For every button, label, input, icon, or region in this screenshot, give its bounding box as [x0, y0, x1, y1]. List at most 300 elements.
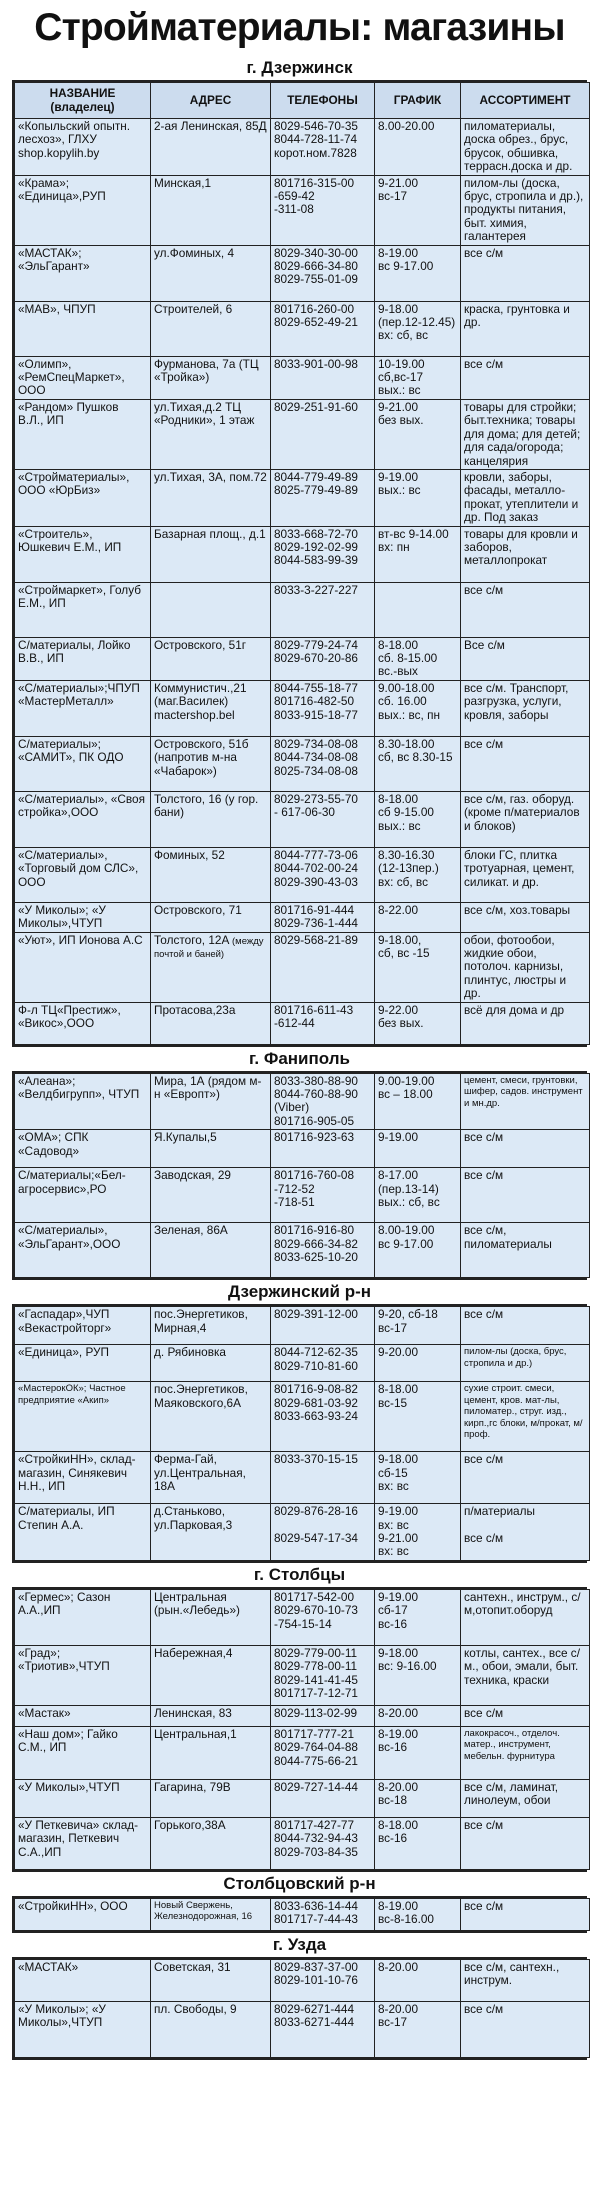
store-name-cell [15, 356, 151, 399]
schedule-text: 9-19.00 вых.: вс [378, 469, 421, 498]
address-text: Зеленая, 86А [154, 1223, 228, 1238]
store-name-text: «У Петкевича» склад-магазин, Петкевич С.А.,ИП [18, 1817, 139, 1859]
phones-text: 8029-779-00-11 8029-778-00-11 8029-141-41-45 801717-7-12-71 [274, 1645, 358, 1701]
phones-text: 8033-370-15-15 [274, 1452, 358, 1467]
phones-cell [271, 582, 375, 637]
section-uzda [12, 1933, 587, 2060]
phones-cell [271, 1959, 375, 2001]
store-name-text: «С/материалы»;ЧПУП «МастерМеталл» [18, 680, 140, 709]
table-row [15, 1645, 590, 1705]
address-text: Минская,1 [154, 175, 212, 190]
address-text: ул.Фоминых, 4 [154, 245, 235, 260]
phones-cell [271, 1345, 375, 1382]
assortment-cell [461, 1504, 590, 1561]
address-cell [151, 932, 271, 1002]
store-name-cell [15, 2001, 151, 2057]
phones-text: 801716-9-08-82 8029-681-03-92 8033-663-93-24 [274, 1382, 358, 1424]
store-name-text: Ф-л ТЦ«Престиж», «Викос»,ООО [18, 1002, 121, 1030]
store-name-cell [15, 1452, 151, 1504]
schedule-text: 9-19.00 сб-17 вс-16 [378, 1589, 419, 1631]
store-name-cell [15, 1223, 151, 1278]
schedule-text: 9-21.00 без вых. [378, 399, 424, 428]
address-text: Мира, 1А (рядом м-н «Европт») [154, 1073, 262, 1101]
table-row [15, 301, 590, 356]
store-name-text: «Мастак» [18, 1705, 71, 1720]
schedule-text: 9-19.00 [378, 1130, 419, 1145]
assortment-text: Все с/м [464, 637, 505, 652]
store-name-cell [15, 1645, 151, 1705]
schedule-text: 8-18.00 вс-15 [378, 1382, 419, 1410]
city-heading: г. Дзержинск [246, 58, 353, 77]
phones-cell [271, 1452, 375, 1504]
store-name-cell [15, 847, 151, 902]
schedule-text: 8-18.00 сб. 8-15.00 вс.-вых [378, 637, 438, 679]
store-name-text: «Град»; «Триотив»,ЧТУП [18, 1645, 110, 1674]
address-text: Островского, 51б (напротив м-на «Чабарок») [154, 736, 249, 778]
schedule-cell [375, 1307, 461, 1345]
store-name-text: С/материалы;«Бел-агросервис»,РО [18, 1168, 126, 1196]
store-name-cell [15, 245, 151, 301]
phones-text: 801716-91-444 8029-736-1-444 [274, 902, 358, 931]
phones-text: 8029-6271-444 8033-6271-444 [274, 2001, 355, 2030]
assortment-cell [461, 1345, 590, 1382]
city-heading: Столбцовский р-н [223, 1873, 376, 1893]
phones-cell [271, 301, 375, 356]
assortment-text: все с/м [464, 582, 504, 597]
table-frame [12, 1957, 587, 2060]
assortment-text: краска, грунтовка и др. [464, 301, 570, 330]
assortment-cell [461, 680, 590, 736]
phones-cell [271, 1307, 375, 1345]
schedule-cell [375, 301, 461, 356]
assortment-cell [461, 1307, 590, 1345]
address-text: д. Рябиновка [154, 1345, 226, 1360]
assortment-text: пилом-лы (доска, брус, стропила и др.) [464, 1346, 567, 1369]
store-name-text: «Копыльский опытн. лесхоз», ГЛХУ shop.kopylih.by [18, 119, 131, 160]
table-row [15, 469, 590, 526]
table-body [15, 1898, 590, 1930]
assortment-cell [461, 526, 590, 582]
address-text: Центральная (рын.«Лебедь») [154, 1589, 240, 1618]
phones-cell [271, 1223, 375, 1278]
store-name-cell [15, 399, 151, 469]
assortment-text: пилом-лы (доска, брус, стропила и др.), продукты питания, быт. химия, галантерея [464, 175, 584, 244]
assortment-text: все с/м, пиломатериалы [464, 1223, 552, 1251]
phones-text: 801716-611-43 -612-44 [274, 1002, 354, 1030]
assortment-text: цемент, смеси, грунтовки, шифер, садов. инструмент и мн.др. [464, 1074, 583, 1109]
table-row [15, 1817, 590, 1869]
table-row [15, 736, 590, 791]
table-body [15, 119, 590, 1045]
schedule-cell [375, 1382, 461, 1452]
address-text: ул.Тихая, 3А, пом.72 [154, 469, 267, 484]
address-cell [151, 1168, 271, 1223]
assortment-cell [461, 1959, 590, 2001]
city-heading: г. Столбцы [253, 1564, 346, 1584]
table-row [15, 1589, 590, 1645]
table-row [15, 1345, 590, 1382]
column-header-phones: ТЕЛЕФОНЫ [271, 83, 375, 119]
address-cell [151, 1382, 271, 1452]
schedule-cell [375, 399, 461, 469]
schedule-text: 9-18.00 вс: 9-16.00 [378, 1645, 437, 1674]
phones-text: 8044-777-73-06 8044-702-00-24 8029-390-43-03 [274, 847, 358, 889]
store-name-cell [15, 1705, 151, 1726]
store-name-cell [15, 301, 151, 356]
section-dzerzhinsky-district [12, 1280, 587, 1563]
store-name-cell [15, 637, 151, 680]
address-cell [151, 119, 271, 176]
phones-text: 8029-876-28-16 8029-547-17-34 [274, 1504, 358, 1546]
city-heading: Дзержинский р-н [227, 1282, 372, 1302]
schedule-text: 9-19.00 вх: вс 9-21.00 вх: вс [378, 1504, 419, 1559]
phones-text: 8033-636-14-44 801717-7-44-43 [274, 1898, 358, 1927]
phones-cell [271, 175, 375, 245]
section-stolbtsy [12, 1563, 587, 1872]
store-name-cell [15, 1130, 151, 1168]
schedule-cell [375, 1645, 461, 1705]
table-row [15, 119, 590, 176]
store-name-cell [15, 1817, 151, 1869]
store-name-text: «У Миколы»,ЧТУП [18, 1779, 120, 1794]
assortment-text: кровли, заборы, фасады, металло-прокат, утеплители и др. Под заказ [464, 469, 579, 525]
store-name-text: «МАСТАК»; «ЭльГарант» [18, 245, 90, 274]
store-name-text: «МастерокОК»; Частное предприятие «Акип» [18, 1383, 126, 1406]
phones-cell [271, 469, 375, 526]
schedule-cell [375, 119, 461, 176]
phones-text: 8044-712-62-35 8029-710-81-60 [274, 1345, 358, 1373]
phones-cell [271, 356, 375, 399]
address-text: Горького,38А [154, 1817, 226, 1832]
table-frame [12, 1896, 587, 1933]
schedule-cell [375, 902, 461, 932]
table-body [15, 1073, 590, 1278]
store-name-cell [15, 680, 151, 736]
assortment-text: все с/м [464, 1130, 504, 1145]
schedule-cell [375, 1705, 461, 1726]
table-frame [12, 1071, 587, 1281]
phones-text: 8033-3-227-227 [274, 582, 358, 597]
phones-text: 8029-391-12-00 [274, 1307, 358, 1322]
store-name-cell [15, 791, 151, 847]
phones-cell [271, 1705, 375, 1726]
table-body [15, 1307, 590, 1561]
address-cell [151, 1130, 271, 1168]
store-name-cell [15, 1779, 151, 1817]
address-cell [151, 1898, 271, 1930]
column-header-assortment: АССОРТИМЕНТ [461, 83, 590, 119]
phones-text: 8029-546-70-35 8044-728-11-74 корот.ном.7828 [274, 119, 358, 160]
schedule-text: 9-21.00 вс-17 [378, 175, 419, 204]
phones-cell [271, 847, 375, 902]
assortment-cell [461, 1168, 590, 1223]
table-row [15, 1779, 590, 1817]
schedule-cell [375, 469, 461, 526]
schedule-cell [375, 356, 461, 399]
address-cell [151, 791, 271, 847]
store-name-text: «С/материалы», «Торговый дом СЛС», ООО [18, 847, 139, 889]
address-cell [151, 1959, 271, 2001]
address-cell [151, 1726, 271, 1779]
schedule-text: 8-20.00 [378, 1705, 419, 1720]
table-body [15, 1589, 590, 1869]
phones-text: 801717-542-00 8029-670-10-73 -754-15-14 [274, 1589, 358, 1631]
schedule-text: вт-вс 9-14.00 вх: пн [378, 526, 449, 554]
store-name-cell [15, 932, 151, 1002]
section-dzerzhinsk [12, 56, 587, 1047]
address-cell [151, 399, 271, 469]
address-cell [151, 1002, 271, 1044]
schedule-text: 8.00-20.00 [378, 119, 435, 133]
table-row [15, 2001, 590, 2057]
schedule-cell [375, 526, 461, 582]
store-name-text: «Алеана»; «Велдбигрупп», ЧТУП [18, 1073, 140, 1101]
store-name-text: «Гаспадар»,ЧУП «Векастройторг» [18, 1307, 112, 1335]
schedule-text: 8.00-19.00 вс 9-17.00 [378, 1223, 435, 1251]
assortment-cell [461, 847, 590, 902]
phones-text: 801716-760-08 -712-52 -718-51 [274, 1168, 355, 1210]
assortment-cell [461, 637, 590, 680]
schedule-cell [375, 245, 461, 301]
column-header-schedule: ГРАФИК [375, 83, 461, 119]
schedule-cell [375, 1504, 461, 1561]
assortment-cell [461, 1726, 590, 1779]
table-row [15, 1504, 590, 1561]
phones-cell [271, 1726, 375, 1779]
address-text: Строителей, 6 [154, 301, 233, 316]
schedule-cell [375, 1452, 461, 1504]
schedule-text: 8-19.00 вс 9-17.00 [378, 245, 434, 274]
schedule-text: 8-22.00 [378, 902, 419, 917]
assortment-text: все с/м [464, 245, 504, 260]
schedule-cell [375, 1726, 461, 1779]
phones-cell [271, 1002, 375, 1044]
phones-cell [271, 1589, 375, 1645]
schedule-cell [375, 1073, 461, 1130]
schedule-text: 8-19.00 вс-8-16.00 [378, 1898, 434, 1927]
address-text: д.Станьково, ул.Парковая,3 [154, 1504, 233, 1532]
schedule-cell [375, 1959, 461, 2001]
address-cell [151, 1705, 271, 1726]
store-name-cell [15, 736, 151, 791]
store-name-cell [15, 1959, 151, 2001]
assortment-cell [461, 469, 590, 526]
address-text: Толстого, 16 (у гор. бани) [154, 791, 259, 820]
assortment-text: все с/м [464, 736, 504, 751]
address-text: Ленинская, 83 [154, 1705, 232, 1720]
phones-text: 8033-380-88-90 8044-760-88-90 (Viber) 801716-905-05 [274, 1073, 358, 1128]
assortment-text: все с/м [464, 356, 504, 371]
table-frame [12, 1304, 587, 1563]
table-row [15, 1382, 590, 1452]
address-text: Островского, 71 [154, 902, 242, 917]
assortment-text: все с/м [464, 1307, 504, 1322]
assortment-cell [461, 1130, 590, 1168]
assortment-text: товары для кровли и заборов, металлопрокат [464, 526, 578, 568]
store-name-text: С/материалы, ИП Степин А.А. [18, 1504, 115, 1532]
city-heading: г. Фаниполь [249, 1048, 350, 1068]
store-name-text: «У Миколы»; «У Миколы»,ЧТУП [18, 902, 106, 931]
address-cell [151, 356, 271, 399]
schedule-cell [375, 1223, 461, 1278]
address-text: Я.Купалы,5 [154, 1130, 217, 1145]
phones-text: 8044-755-18-77 801716-482-50 8033-915-18-77 [274, 680, 358, 722]
phones-cell [271, 1779, 375, 1817]
schedule-cell [375, 932, 461, 1002]
phones-text: 8029-113-02-99 [274, 1705, 358, 1720]
table-row [15, 1130, 590, 1168]
assortment-cell [461, 736, 590, 791]
assortment-cell [461, 582, 590, 637]
phones-cell [271, 680, 375, 736]
schedule-cell [375, 1898, 461, 1930]
address-text: Фурманова, 7а (ТЦ «Тройка») [154, 356, 259, 385]
schedule-text: 8-19.00 вс-16 [378, 1726, 419, 1755]
store-name-text: «Строитель», Юшкевич Е.М., ИП [18, 526, 122, 554]
phones-cell [271, 736, 375, 791]
schedule-cell [375, 175, 461, 245]
store-name-text: «С/материалы», «ЭльГарант»,ООО [18, 1223, 121, 1251]
assortment-text: пиломатериалы, доска обрез., брус, брусок, обшивка, террасн.доска и др. [464, 119, 573, 174]
phones-text: 8029-727-14-44 [274, 1779, 358, 1794]
address-text: пл. Свободы, 9 [154, 2001, 237, 2016]
table-header-row [15, 83, 590, 119]
store-name-text: «Гермес»; Сазон А.А.,ИП [18, 1589, 111, 1618]
schedule-text: 9-20, сб-18 вс-17 [378, 1307, 438, 1335]
store-name-text: «У Миколы»; «У Миколы»,ЧТУП [18, 2001, 106, 2030]
schedule-text: 9-22.00 без вых. [378, 1002, 424, 1030]
address-cell [151, 902, 271, 932]
table-row [15, 245, 590, 301]
store-name-text: «Стройматериалы», ООО «ЮрБиз» [18, 469, 130, 498]
address-cell [151, 2001, 271, 2057]
phones-cell [271, 1382, 375, 1452]
stores-table [14, 1306, 590, 1561]
address-cell [151, 1223, 271, 1278]
schedule-cell [375, 736, 461, 791]
phones-cell [271, 791, 375, 847]
assortment-cell [461, 1073, 590, 1130]
address-cell [151, 1645, 271, 1705]
phones-cell [271, 2001, 375, 2057]
phones-text: 8029-251-91-60 [274, 399, 358, 414]
assortment-cell [461, 1223, 590, 1278]
schedule-cell [375, 1168, 461, 1223]
schedule-text: 8-18.00 вс-16 [378, 1817, 419, 1846]
address-cell [151, 1589, 271, 1645]
assortment-cell [461, 1002, 590, 1044]
table-frame [12, 1587, 587, 1872]
schedule-text: 9-18.00, сб, вс -15 [378, 932, 430, 960]
store-name-text: «С/материалы», «Своя стройка»,ООО [18, 791, 145, 820]
address-text: Набережная,4 [154, 1645, 233, 1660]
schedule-text: 9.00-19.00 вс – 18.00 [378, 1073, 435, 1101]
table-row [15, 791, 590, 847]
phones-cell [271, 245, 375, 301]
schedule-cell [375, 2001, 461, 2057]
table-frame [12, 80, 587, 1047]
assortment-text: все с/м [464, 2001, 504, 2016]
assortment-text: все с/м [464, 1452, 504, 1467]
phones-cell [271, 1817, 375, 1869]
address-text: Толстого, 12А [154, 932, 230, 947]
schedule-cell [375, 1130, 461, 1168]
phones-cell [271, 637, 375, 680]
stores-table [14, 82, 590, 1045]
schedule-text: 8-18.00 сб 9-15.00 вых.: вс [378, 791, 434, 833]
schedule-cell [375, 1779, 461, 1817]
store-name-cell [15, 119, 151, 176]
address-text: Центральная,1 [154, 1726, 237, 1741]
address-text: пос.Энергетиков, Мирная,4 [154, 1307, 248, 1335]
store-name-text: «ОМА»; СПК «Садовод» [18, 1130, 89, 1158]
table-row [15, 175, 590, 245]
assortment-cell [461, 1589, 590, 1645]
schedule-cell [375, 1002, 461, 1044]
table-row [15, 1452, 590, 1504]
address-cell [151, 1817, 271, 1869]
assortment-cell [461, 301, 590, 356]
phones-cell [271, 1130, 375, 1168]
assortment-text: все с/м, хоз.товары [464, 902, 571, 917]
assortment-text: все с/м [464, 1168, 504, 1183]
page-title: Стройматериалы: магазины [34, 6, 565, 49]
phones-cell [271, 119, 375, 176]
assortment-text: сухие строит. смеси, цемент, кров. мат-лы, пиломатер., струг. изд., кирп.,гс блоки, м/прокат, м/проф. [464, 1383, 583, 1441]
schedule-text: 10-19.00 сб,вс-17 вых.: вс [378, 356, 425, 398]
address-text: Коммунистич.,21 (маг.Василек) mactershop.bel [154, 680, 247, 722]
table-row [15, 1073, 590, 1130]
assortment-cell [461, 2001, 590, 2057]
store-name-cell [15, 1504, 151, 1561]
table-row [15, 1223, 590, 1278]
schedule-text: 8-20.00 вс-17 [378, 2001, 419, 2030]
assortment-text: блоки ГС, плитка тротуарная, цемент, силикат. и др. [464, 847, 575, 889]
address-text: Островского, 51г [154, 637, 247, 652]
schedule-text: 8-20.00 вс-18 [378, 1779, 419, 1808]
assortment-text: обои, фотообои, жидкие обои, потолоч. карнизы, плинтус, люстры и др. [464, 932, 567, 1001]
table-body [15, 1959, 590, 2057]
schedule-text: 8.30-18.00 сб, вс 8.30-15 [378, 736, 453, 765]
address-cell [151, 736, 271, 791]
address-note: (между почтой и баней) [154, 935, 264, 961]
schedule-text: 9.00-18.00 сб. 16.00 вых.: вс, пн [378, 680, 440, 722]
schedule-cell [375, 680, 461, 736]
assortment-text: все с/м [464, 1817, 504, 1832]
phones-cell [271, 932, 375, 1002]
assortment-text: котлы, сантех., все с/м., обои, эмали, быт. техника, краски [464, 1645, 580, 1687]
stores-table [14, 1589, 590, 1870]
assortment-text: все с/м. Транспорт, разгрузка, услуги, кровля, заборы [464, 680, 569, 722]
assortment-cell [461, 356, 590, 399]
table-row [15, 1726, 590, 1779]
schedule-cell [375, 1345, 461, 1382]
phones-text: 801716-315-00 -659-42 -311-08 [274, 175, 355, 217]
store-name-text: «МАСТАК» [18, 1959, 79, 1974]
store-name-text: «Олимп», «РемСпецМаркет», ООО [18, 356, 125, 398]
assortment-text: все с/м, сантехн., инструм. [464, 1959, 560, 1988]
assortment-text: все с/м, газ. оборуд. (кроме п/материалов и блоков) [464, 791, 580, 833]
assortment-text: товары для стройки; быт.техника; товары для дома; для детей; для сада/огорода; канцелярия [464, 399, 581, 468]
column-header-address: АДРЕС [151, 83, 271, 119]
address-cell [151, 526, 271, 582]
assortment-text: всё для дома и др [464, 1002, 565, 1017]
phones-text: 8029-273-55-70 - 617-06-30 [274, 791, 358, 820]
assortment-cell [461, 1705, 590, 1726]
store-name-text: «Уют», ИП Ионова А.С [18, 932, 143, 947]
phones-text: 8033-668-72-70 8029-192-02-99 8044-583-99-39 [274, 526, 358, 568]
schedule-cell [375, 582, 461, 637]
